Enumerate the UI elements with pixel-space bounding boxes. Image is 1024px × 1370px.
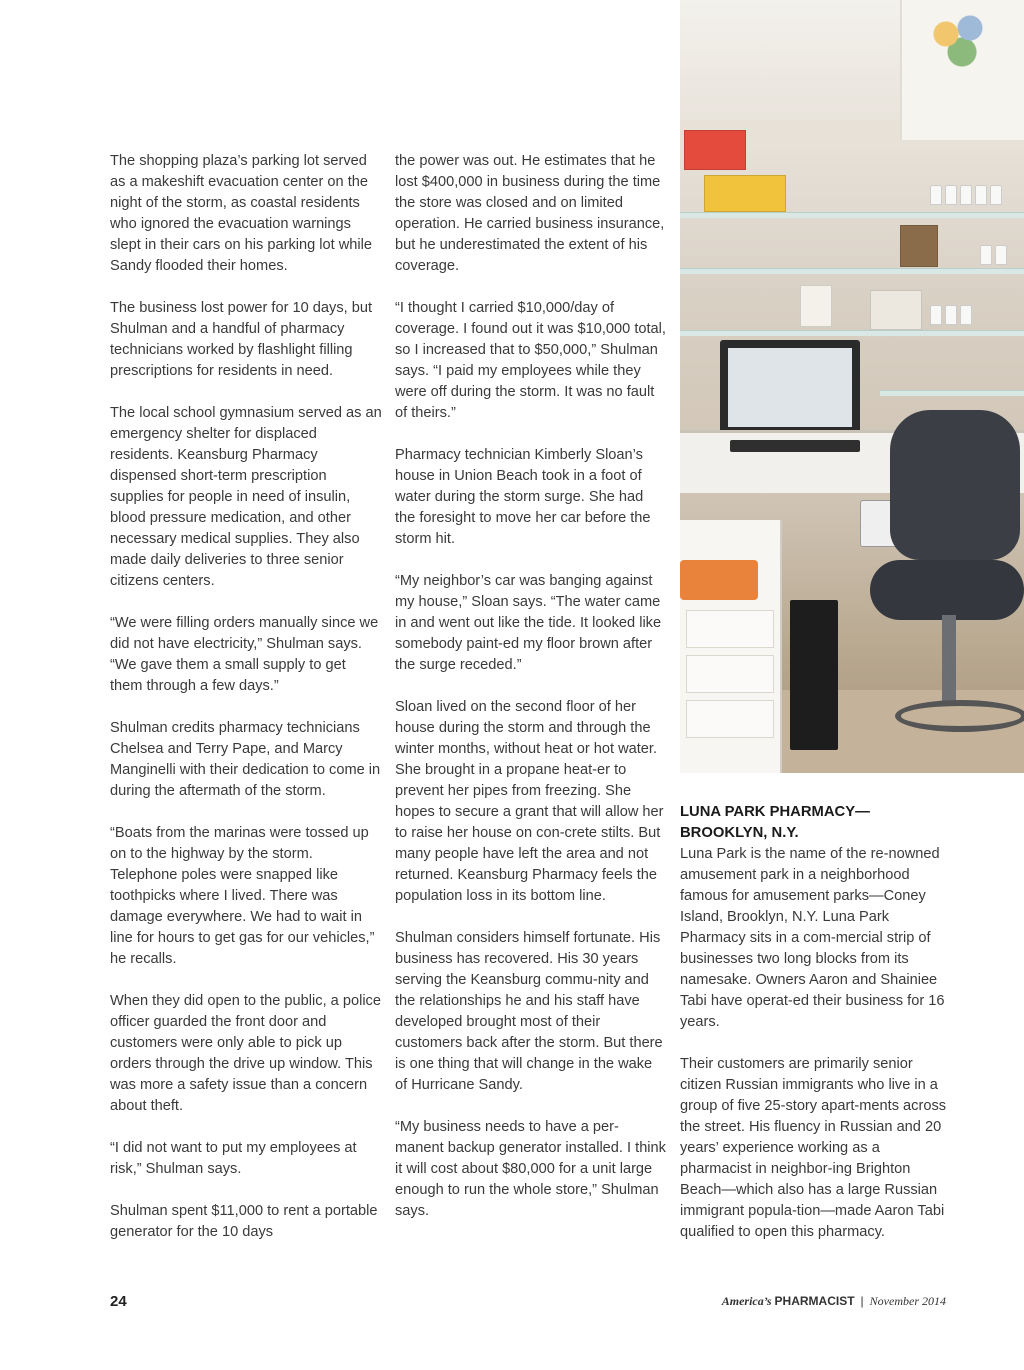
photo-chair-seat [870,560,1024,620]
photo-bottle [945,305,957,325]
page-number: 24 [110,1293,127,1310]
photo-monitor [720,340,860,435]
paragraph: When they did open to the public, a police officer guarded the front door and customers were only able to pick up orders through the drive up window. This was more a safety issue than a concern about theft. [110,993,381,1114]
sidebar-title-line-2: BROOKLYN, N.Y. [680,825,799,841]
photo-bottle [980,245,992,265]
photo-chair-back [890,410,1020,560]
photo-bottle [960,305,972,325]
photo-shelf [680,212,1024,218]
pharmacy-interior-photo [680,0,1024,773]
photo-computer-tower [790,600,838,750]
paragraph: Shulman credits pharmacy technicians Chelsea and Terry Pape, and Marcy Manginelli with their dedication to come in during the aftermath of the storm. [110,720,381,799]
paragraph: “My neighbor’s car was banging against my house,” Sloan says. “The water came in and went out like the tide. It looked like somebody paint-ed my floor brown after the surge receded.” [395,573,662,673]
photo-drawer [686,610,774,648]
photo-bottle [995,245,1007,265]
photo-shelf [680,268,1024,274]
issue-date: November 2014 [869,1294,946,1308]
photo-product-box [684,130,746,170]
photo-shelf [880,390,1024,396]
sidebar-column [680,802,950,1264]
paragraph: The business lost power for 10 days, but Shulman and a handful of pharmacy technicians worked by flashlight filling prescriptions for residents in need. [110,300,373,379]
paragraph: Shulman considers himself fortunate. His business has recovered. His 30 years serving the Keansburg commu-nity and the relationships he and his staff have developed brought most of their customers back after the storm. But there is one thing that will change in the wake of Hurricane Sandy. [395,930,663,1093]
paragraph: The local school gymnasium served as an emergency shelter for displaced residents. Keansburg Pharmacy dispensed short-term prescription supplies for people in need of insulin, blood pressure medication, and other necessary medical supplies. They also made daily deliveries to three senior citizens centers. [110,405,382,589]
paragraph: Pharmacy technician Kimberly Sloan’s house in Union Beach took in a foot of water during the storm surge. She had the foresight to move her car before the storm hit. [395,447,651,547]
photo-bottle [960,185,972,205]
photo-bottle [930,305,942,325]
photo-bottle [975,185,987,205]
article-column-1 [110,151,382,1264]
magazine-name-bold: PHARMACIST [774,1294,855,1308]
photo-drawer [686,700,774,738]
paragraph: the power was out. He estimates that he lost $400,000 in business during the time the store was closed and on limited operation. He carried business insurance, but he underestimated the extent of his coverage. [395,153,665,274]
photo-drawer [686,655,774,693]
paragraph: Their customers are primarily senior citizen Russian immigrants who live in a group of five 25-story apart-ments across the street. His fluency in Russian and 20 years’ experience working as a pharmacist in neighbor-ing Brighton Beach—which also has a large Russian immigrant popula-tion—made Aaron Tabi qualified to open this pharmacy. [680,1056,947,1240]
paragraph: The shopping plaza’s parking lot served as a makeshift evacuation center on the night of the storm, as coastal residents who ignored the evacuation warnings slept in their cars on his parking lot while Sandy flooded their homes. [110,153,373,274]
photo-product-box [870,290,922,330]
photo-chair-base [895,700,1024,732]
paragraph: Sloan lived on the second floor of her house during the storm and through the winter months, without heat or hot water. She brought in a propane heat-er to prevent her pipes from freezing. She hopes to secure a grant that will allow her to raise her house on con-crete stilts. But many people have left the area and not returned. Keansburg Pharmacy feels the population loss in its bottom line. [395,699,664,904]
photo-flowers [922,10,1002,70]
running-footer [722,1294,946,1309]
magazine-name-italic: America’s [721,1294,772,1308]
paragraph: “I did not want to put my employees at risk,” Shulman says. [110,1140,357,1177]
paragraph: “Boats from the marinas were tossed up on to the highway by the storm. Telephone poles were snapped like toothpicks where I lived. There was damage everywhere. We had to wait in line for hours to get gas for our vehicles,” he recalls. [110,825,375,967]
photo-picture-frame [900,225,938,267]
paragraph: “We were filling orders manually since we did not have electricity,” Shulman says. “We gave them a small supply to get them through a few days.” [110,615,379,694]
photo-bottle [990,185,1002,205]
photo-product-box [704,175,786,212]
paragraph: Luna Park is the name of the re-nowned amusement park in a neighborhood famous for amusement parks—Coney Island, Brooklyn, N.Y. Luna Park Pharmacy sits in a com-mercial strip of businesses two long blocks from its namesake. Owners Aaron and Shainiee Tabi have operat-ed their business for 16 years. [680,846,945,1030]
photo-shelf [680,330,1024,336]
photo-chair-post [942,615,956,705]
paragraph: Shulman spent $11,000 to rent a portable generator for the 10 days [110,1203,378,1240]
footer-separator: | [860,1294,864,1308]
paragraph: “My business needs to have a per-manent backup generator installed. I think it will cost about $80,000 for a unit large enough to run the whole store,” Shulman says. [395,1119,666,1219]
article-column-2 [395,151,667,1243]
photo-bottle [930,185,942,205]
paragraph: “I thought I carried $10,000/day of coverage. I found out it was $10,000 total, so I increased that to $50,000,” Shulman says. “I paid my employees while they were off during the storm. It was no fault of theirs.” [395,300,666,421]
photo-keyboard [730,440,860,452]
photo-cabinet [680,520,782,773]
photo-orange-bag [680,560,758,600]
photo-poster [900,0,1024,140]
photo-monitor-screen [728,348,852,427]
photo-product-box [800,285,832,327]
sidebar-title-line-1: LUNA PARK PHARMACY— [680,804,870,820]
photo-bottle [945,185,957,205]
